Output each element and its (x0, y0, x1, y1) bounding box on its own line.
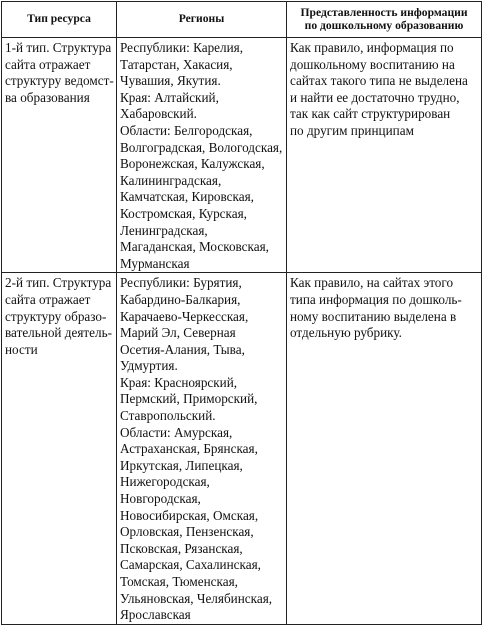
regions-table (1, 1, 482, 625)
header-type: Тип ресурса (2, 2, 117, 38)
regions-cell: Республики: Карелия, Татарстан, Хакасия, Чувашия, Якутия. Края: Алтайский, Хабаровский. Области: Белгородская, Волгоградская, Вологодская, Воронежская, Калужская, Калининградская, Камчатская, Кировская, Костромская, Курская, Ленинградская, Магаданская, Московская, Мурманская (117, 38, 287, 273)
header-info: Представленность информации по дошкольному образованию (287, 2, 482, 38)
regions-cell: Республики: Бурятия, Кабардино-Балкария, Карачаево-Черкесская, Марий Эл, Северная Осетия-Алания, Тыва, Удмуртия. Края: Красноярский, Пермский, Приморский, Ставропольский. Области: Амурская, Астраханская, Брянская, Иркутская, Липецкая, Нижегородская, Новгородская, Новосибирская, Омская, Орловская, Пензенская, Псковская, Рязанская, Самарская, Сахалинская, Томская, Тюменская, Ульяновская, Челябинская, Ярославская (117, 273, 287, 624)
type-cell: 1-й тип. Структура сайта отражает структуру ведомст- ва образования (2, 38, 117, 273)
table-row (2, 38, 482, 273)
info-cell: Как правило, на сайтах этого типа информация по дошколь- ному воспитанию выделена в отдельную рубрику. (287, 273, 482, 624)
table-row (2, 273, 482, 624)
header-regions: Регионы (117, 2, 287, 38)
info-cell: Как правило, информация по дошкольному воспитанию на сайтах такого типа не выделена и найти ее достаточно трудно, так как сайт структурирован по другим принципам (287, 38, 482, 273)
header-row (2, 2, 482, 38)
type-cell: 2-й тип. Структура сайта отражает структуру образо- вательной деятель- ности (2, 273, 117, 624)
